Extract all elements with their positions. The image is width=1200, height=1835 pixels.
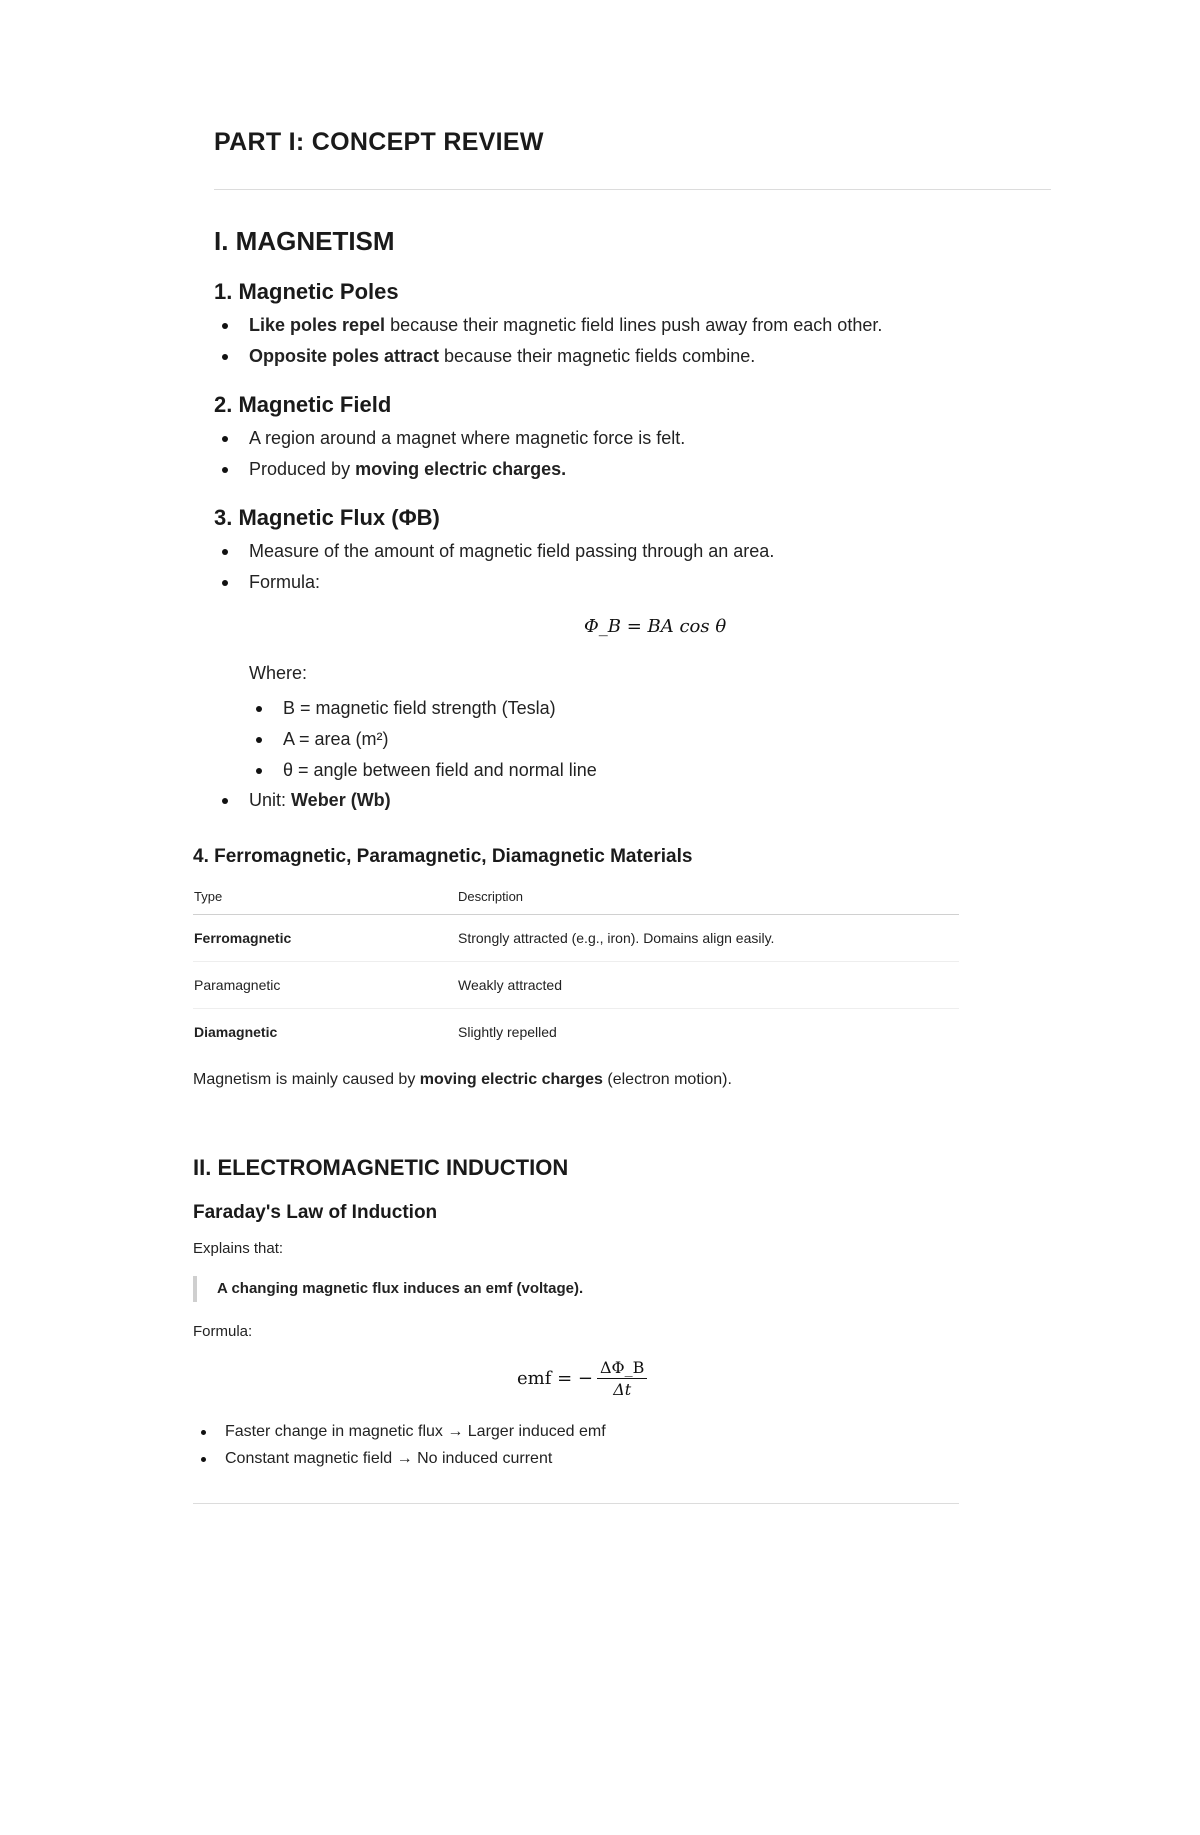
list-item: A region around a magnet where magnetic force is felt.	[249, 428, 686, 448]
list-item: Like poles repel because their magnetic field lines push away from each other.	[249, 315, 883, 335]
subheading-materials: 4. Ferromagnetic, Paramagnetic, Diamagnetic Materials	[193, 846, 693, 867]
list-item: Constant magnetic field → No induced current	[225, 1450, 553, 1467]
table-row	[193, 1009, 959, 1056]
subheading-magnetic-flux: 3. Magnetic Flux (ΦB)	[214, 505, 440, 530]
list-item: Measure of the amount of magnetic field passing through an area.	[249, 541, 775, 561]
table-cell: Weakly attracted	[457, 962, 959, 1009]
where-label: Where:	[249, 663, 308, 683]
subheading-magnetic-poles: 1. Magnetic Poles	[214, 279, 399, 304]
table-cell: Ferromagnetic	[193, 915, 457, 962]
section-title-magnetism: I. MAGNETISM	[214, 226, 395, 256]
list-item: Faster change in magnetic flux → Larger induced emf	[225, 1423, 606, 1440]
column-header: Type	[193, 878, 457, 915]
formula-numerator: ΔΦ_B	[597, 1358, 647, 1379]
list-item: Produced by moving electric charges.	[249, 459, 567, 479]
column-header: Description	[457, 878, 959, 915]
list-item: B = magnetic field strength (Tesla)	[283, 698, 556, 718]
flux-formula	[584, 616, 726, 637]
table-row	[193, 915, 959, 962]
subheading-faraday: Faraday's Law of Induction	[193, 1202, 438, 1223]
list-item: Unit: Weber (Wb)	[249, 790, 391, 810]
divider	[214, 189, 1051, 190]
section-title-induction: II. ELECTROMAGNETIC INDUCTION	[193, 1155, 569, 1180]
part-title: PART I: CONCEPT REVIEW	[214, 128, 544, 156]
list-item: Formula:	[249, 572, 321, 592]
table-header-row	[193, 878, 959, 915]
formula-denominator: Δt	[613, 1380, 632, 1399]
formula-lhs: emf = −	[517, 1368, 593, 1389]
table-cell: Strongly attracted (e.g., iron). Domains align easily.	[457, 915, 959, 962]
list-item: Opposite poles attract because their magnetic fields combine.	[249, 346, 756, 366]
list-item: θ = angle between field and normal line	[283, 760, 597, 780]
subheading-magnetic-field: 2. Magnetic Field	[214, 392, 392, 417]
table-cell: Diamagnetic	[194, 1024, 278, 1040]
table-row	[193, 962, 959, 1009]
divider	[193, 1503, 959, 1504]
magnetism-note: Magnetism is mainly caused by moving electric charges (electron motion).	[193, 1071, 732, 1088]
explains-label: Explains that:	[193, 1240, 284, 1257]
table-cell: Paramagnetic	[193, 962, 457, 1009]
faraday-formula	[517, 1358, 647, 1399]
list-item: A = area (m²)	[283, 729, 389, 749]
blockquote: A changing magnetic flux induces an emf (voltage).	[193, 1276, 583, 1302]
table-cell: Slightly repelled	[458, 1024, 557, 1040]
formula-label: Formula:	[193, 1323, 253, 1340]
materials-table	[193, 878, 959, 1055]
formula-fraction	[597, 1358, 647, 1399]
flux-formula-text: Φ_B = BA cos θ	[584, 616, 727, 637]
